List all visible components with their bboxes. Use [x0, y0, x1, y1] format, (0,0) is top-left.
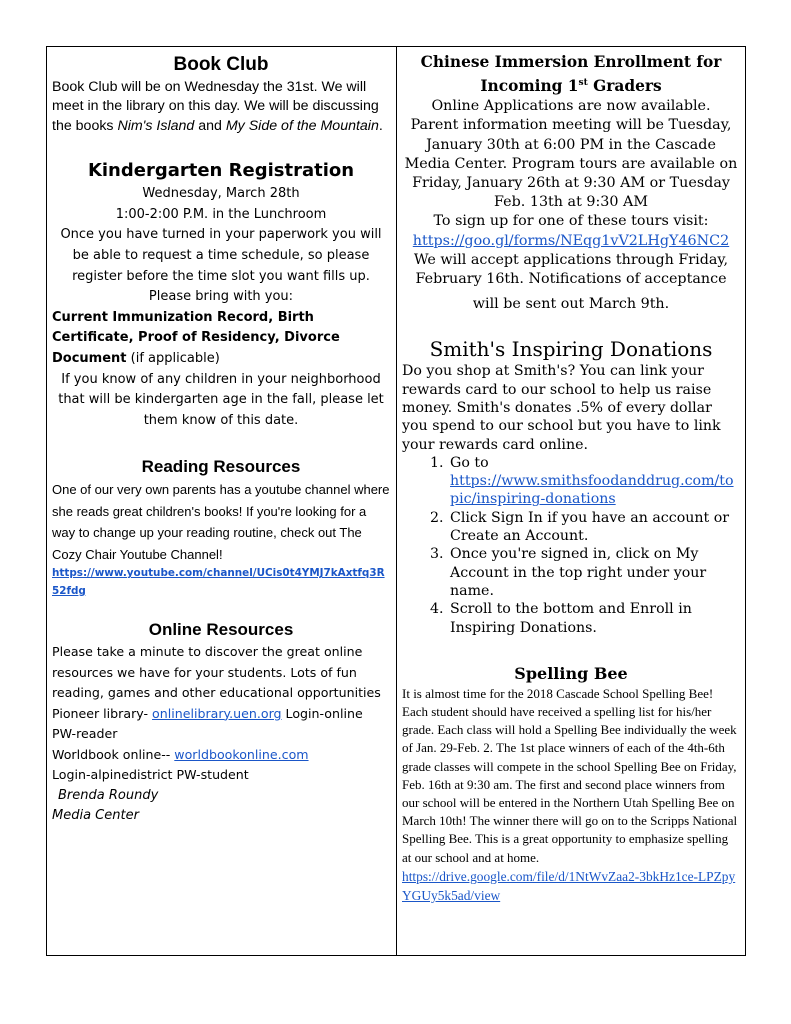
kindergarten-time: 1:00-2:00 P.M. in the Lunchroom [115, 206, 327, 222]
pioneer-library-line [52, 704, 390, 745]
chinese-signup: To sign up for one of these tours visit: [433, 213, 709, 230]
pioneer-label: Pioneer library- [52, 705, 153, 721]
smiths-donations-link[interactable]: https://www.smithsfoodanddrug.com/topic/inspiring-donations [450, 473, 734, 508]
documents-note: (if applicable) [126, 350, 220, 366]
spelling-bee-text: It is almost time for the 2018 Cascade School Spelling Bee! Each student should have received a spelling list for his/her grade. Each class will hold a Spelling Bee individually the week of Jan. 29-Feb. 2. The 1st place winners of each of the 4th-6th grade classes will compete in the school Spelling Bee on Friday, Feb. 16th at 9:30 am. The first and second place winners from our school will be entered in the Northern Utah Spelling Bee on March 10th! The winner there will go on to the Scripps National Spelling Bee. This is a great opportunity to emphasize spelling at our school and at home. [402, 685, 738, 865]
worldbook-link[interactable]: worldbookonline.com [174, 746, 309, 762]
chinese-meeting: Parent information meeting will be Tuesday, January 30th at 6:00 PM in the Cascade Media Center. Program tours are available on Friday, January 26th at 9:30 AM or Tuesday Feb. 13th at 9:30 AM [404, 117, 738, 211]
book-club-section [52, 52, 390, 136]
left-column [52, 52, 390, 827]
youtube-link-text[interactable]: https://www.youtube.com/channel/UCis0t4YMJ7kAxtfq3R52fdg [52, 567, 385, 597]
book-club-intro: Book Club will be on Wednesday the 31st. We will meet in the library on this day. We will be discussing the books [52, 79, 379, 134]
smiths-step-text: Click Sign In if you have an account or Create an Account. [450, 509, 730, 545]
kindergarten-notify: If you know of any children in your neighborhood that will be kindergarten age in the fall, please let them know of this date. [58, 371, 384, 428]
smiths-step-text: Scroll to the bottom and Enroll in Inspiring Donations. [450, 601, 692, 636]
smiths-step-text: Go to [450, 454, 489, 471]
signature-name: Brenda Roundy [58, 787, 159, 803]
signature-title: Media Center [52, 808, 139, 824]
book-title-1: Nim's Island [117, 117, 195, 134]
smiths-steps [402, 454, 740, 637]
kindergarten-section [52, 158, 390, 431]
smiths-intro: Do you shop at Smith's? You can link your rewards card to our school to help us raise money. Smith's donates .5% of every dollar you spend to our school but you have to link your rewards card online. [402, 363, 721, 453]
kindergarten-documents [52, 308, 390, 370]
chinese-applications: Online Applications are now available. [431, 98, 711, 115]
kindergarten-paperwork: Once you have turned in your paperwork you will be able to request a time schedule, so please register before the time slot you want fills up. [60, 227, 382, 284]
spelling-bee-section [402, 663, 740, 905]
chinese-heading-line2: Incoming 1 [480, 77, 579, 96]
chinese-immersion-section [402, 52, 740, 314]
kindergarten-body [52, 184, 390, 308]
pioneer-login: Login-online PW-reader [52, 705, 363, 742]
online-body [52, 642, 390, 786]
book-club-end: . [378, 117, 383, 134]
book-club-and: and [194, 117, 226, 134]
chinese-form-link-line [402, 232, 740, 251]
online-text: Please take a minute to discover the great online resources we have for your students. Lots of fun reading, games and other educational opportunities [52, 644, 381, 701]
worldbook-line [52, 745, 390, 766]
smiths-body [402, 362, 740, 636]
smiths-heading: Smith's Inspiring Donations [429, 337, 713, 362]
spelling-bee-link[interactable]: https://drive.google.com/file/d/1NtWvZaa2-3bkHz1ce-LPZpyYGUy5k5ad/view [402, 868, 736, 903]
youtube-link[interactable] [52, 565, 390, 600]
pioneer-library-link[interactable]: onlinelibrary.uen.org [152, 705, 282, 721]
smiths-section [402, 336, 740, 636]
online-heading: Online Resources [148, 620, 294, 640]
chinese-heading-line2-end: Graders [587, 77, 662, 96]
chinese-notification: will be sent out March 9th. [472, 296, 670, 313]
column-divider [396, 46, 397, 956]
right-column [402, 52, 740, 905]
book-club-heading: Book Club [173, 54, 269, 75]
worldbook-label: Worldbook online-- [52, 746, 175, 762]
spelling-bee-heading: Spelling Bee [514, 663, 628, 683]
reading-text: One of our very own parents has a youtube channel where she reads great children's books! If you're looking for a way to change up your reading routine, check out The Cozy Chair Youtube Channel! [52, 482, 390, 562]
reading-heading: Reading Resources [141, 457, 301, 477]
smiths-step [448, 600, 740, 637]
smiths-step [448, 509, 740, 546]
chinese-immersion-body [402, 97, 740, 314]
kindergarten-heading: Kindergarten Registration [87, 160, 355, 182]
chinese-heading-sup: st [578, 78, 588, 88]
worldbook-login: Login-alpinedistrict PW-student [52, 767, 249, 783]
chinese-deadline: We will accept applications through Friday, February 16th. Notifications of acceptance [413, 251, 729, 287]
spelling-bee-link-line [402, 867, 740, 905]
smiths-step [448, 454, 740, 509]
kindergarten-bring: Please bring with you: [148, 289, 294, 305]
smiths-step-text: Once you're signed in, click on My Account in the top right under your name. [450, 546, 707, 599]
book-club-text [52, 78, 390, 136]
book-title-2: My Side of the Mountain [225, 117, 379, 134]
reading-section [52, 455, 390, 600]
chinese-immersion-heading [402, 52, 740, 97]
online-section [52, 618, 390, 827]
kindergarten-date: Wednesday, March 28th [142, 186, 300, 202]
required-documents: Current Immunization Record, Birth Certificate, Proof of Residency, Divorce Document [52, 309, 340, 366]
chinese-heading-line1: Chinese Immersion Enrollment for [420, 53, 722, 71]
chinese-form-link[interactable]: https://goo.gl/forms/NEqg1vV2LHgY46NC2 [412, 232, 730, 249]
smiths-step [448, 545, 740, 600]
